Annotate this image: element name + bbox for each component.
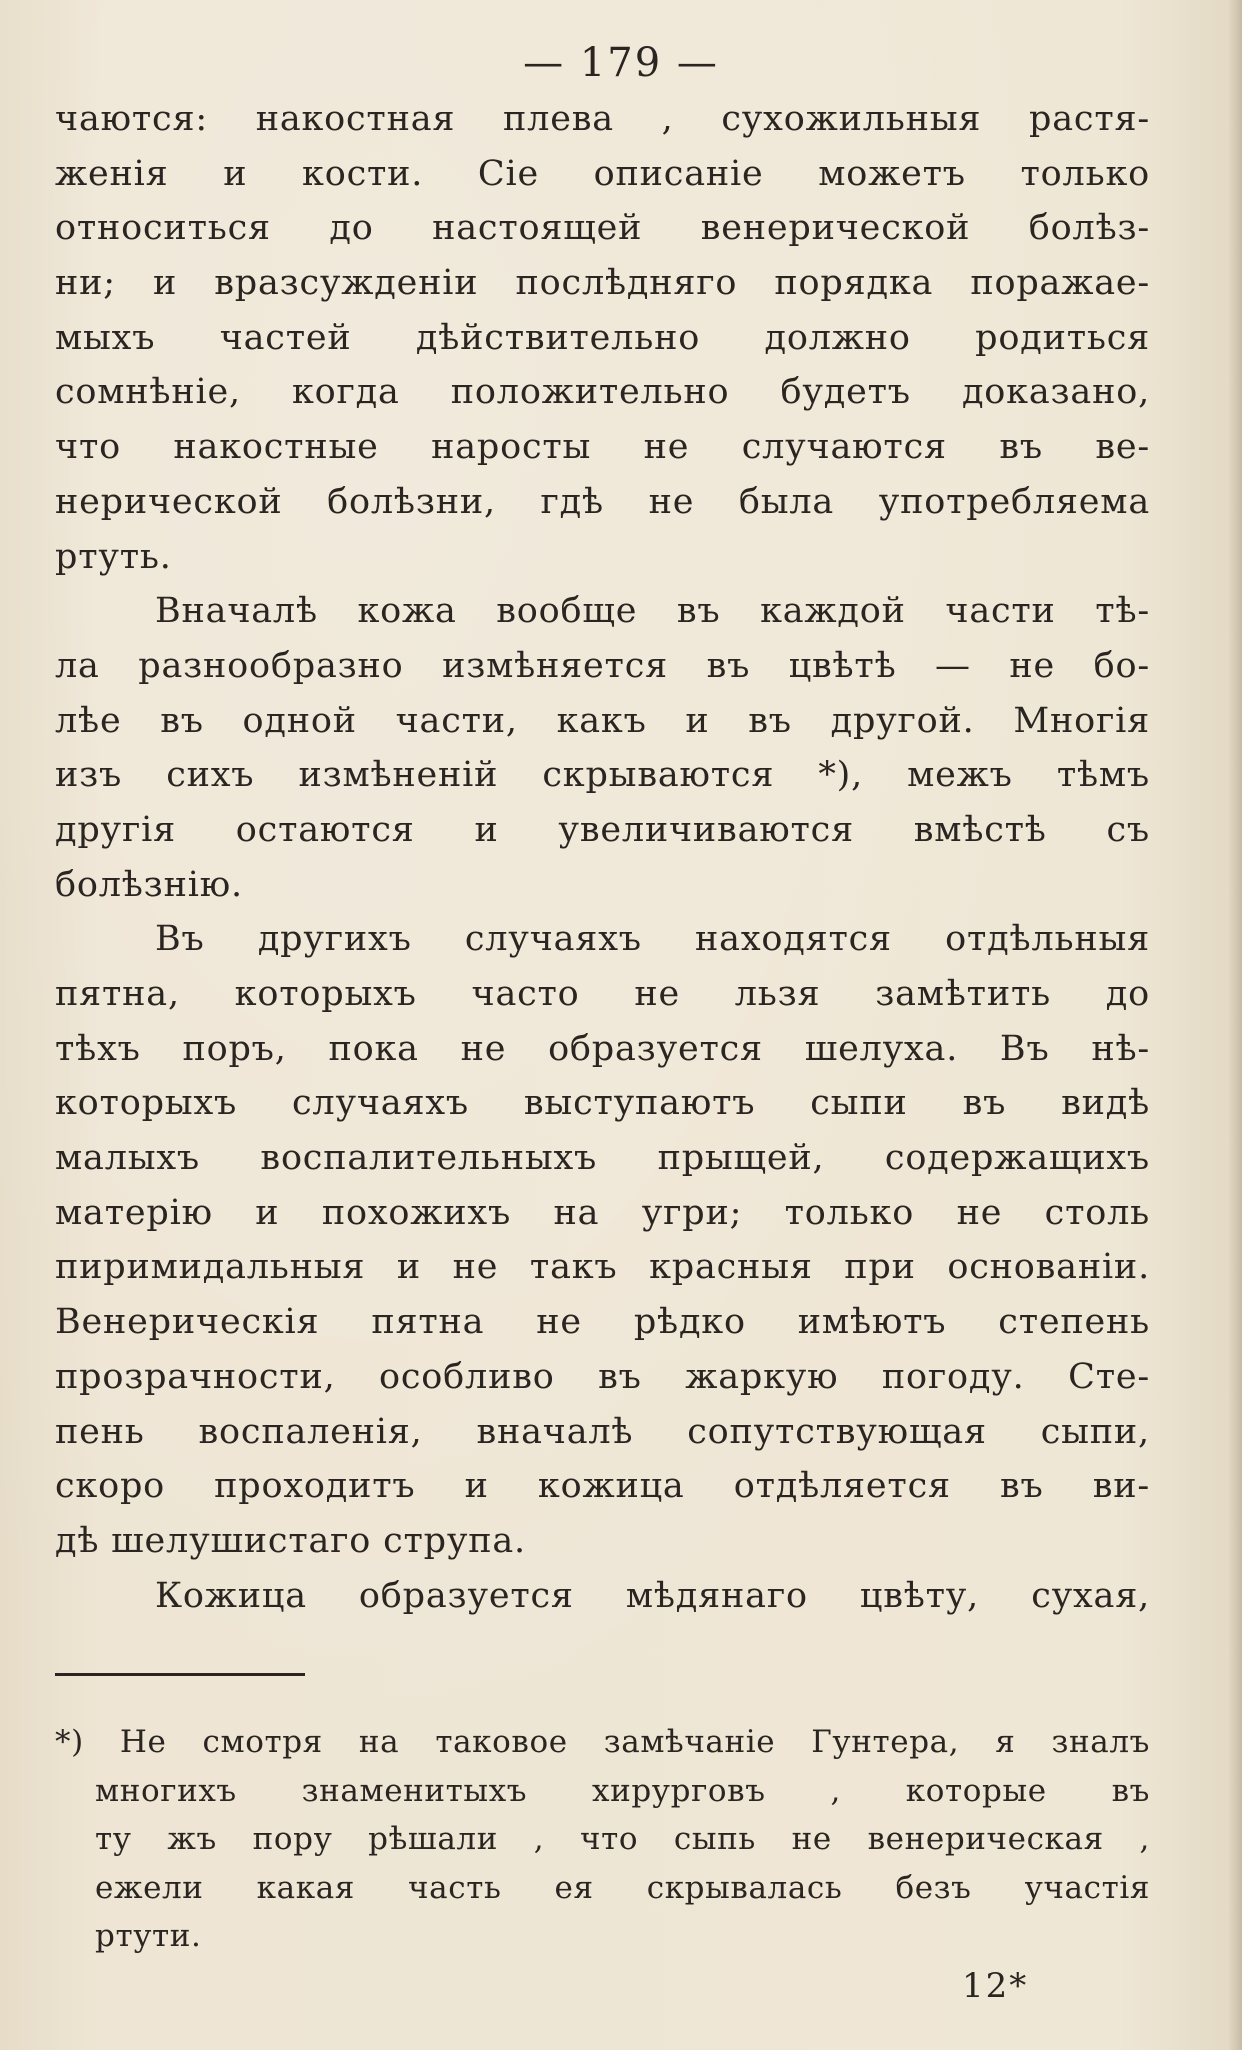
page-number: — 179 — xyxy=(523,40,719,86)
text-line: малыхъ воспалительныхъ прыщей, содержащихъ xyxy=(55,1138,1150,1179)
text-line: чаются: накостная плева , сухожильныя растя- xyxy=(55,99,1150,139)
text-line: относиться до настоящей венерической болѣз- xyxy=(55,208,1150,249)
text-line: Венерическія пятна не рѣдко имѣютъ степень xyxy=(55,1302,1150,1343)
text-line: ртуть. xyxy=(55,536,172,577)
footnote-line: ежели какая часть ея скрывалась безъ участія xyxy=(95,1869,1150,1906)
text-line: матерію и похожихъ на угри; только не столь xyxy=(55,1192,1150,1233)
text-line: изъ сихъ измѣненій скрываются *), межъ тѣмъ xyxy=(55,755,1150,796)
text-line: дѣ шелушистаго струпа. xyxy=(55,1520,526,1561)
text-line: ни; и вразсужденіи послѣдняго порядка поражае- xyxy=(55,263,1150,304)
footnote-line: ту жъ пору рѣшали , что сыпь не венерическая , xyxy=(95,1821,1150,1857)
text-line: которыхъ случаяхъ выступаютъ сыпи въ видѣ xyxy=(55,1083,1150,1124)
text-line: что накостные наросты не случаются въ ве- xyxy=(55,427,1150,468)
text-line: лѣе въ одной части, какъ и въ другой. Многія xyxy=(55,700,1150,741)
footnote-divider xyxy=(55,1673,305,1676)
footnote-line: ртути. xyxy=(95,1918,202,1954)
text-line: другія остаются и увеличиваются вмѣстѣ съ xyxy=(55,809,1150,850)
text-line: Въ другихъ случаяхъ находятся отдѣльныя xyxy=(155,919,1150,960)
text-line: пень воспаленія, вначалѣ сопутствующая сыпи, xyxy=(55,1411,1150,1452)
page-edge-shadow xyxy=(1228,0,1242,2050)
text-line: прозрачности, особливо въ жаркую погоду. Сте- xyxy=(55,1356,1150,1397)
footnote xyxy=(55,1718,1150,1961)
text-line: Кожица образуется мѣдянаго цвѣту, сухая, xyxy=(155,1575,1150,1616)
text-line: пятна, которыхъ часто не льзя замѣтить до xyxy=(55,974,1150,1014)
text-line: скоро проходитъ и кожица отдѣляется въ ви- xyxy=(55,1466,1150,1507)
text-line: тѣхъ поръ, пока не образуется шелуха. Въ нѣ- xyxy=(55,1028,1150,1069)
text-line: болѣзнію. xyxy=(55,864,243,905)
text-line: сомнѣніе, когда положительно будетъ доказано, xyxy=(55,372,1150,413)
text-line: женія и кости. Сіе описаніе можетъ только xyxy=(55,153,1150,194)
main-text xyxy=(55,92,1150,1623)
signature-mark: 12* xyxy=(962,1966,1029,2006)
footnote-line: *) Не смотря на таковое замѣчаніе Гунтера, я зналъ xyxy=(55,1724,1150,1760)
text-line: Вначалѣ кожа вообще въ каждой части тѣ- xyxy=(155,591,1150,632)
footnote-line: многихъ знаменитыхъ хирурговъ , которые въ xyxy=(95,1772,1150,1809)
text-line: мыхъ частей дѣйствительно должно родиться xyxy=(55,317,1150,358)
text-line: ла разнообразно измѣняется въ цвѣтѣ — не бо- xyxy=(55,645,1150,686)
text-line: нерической болѣзни, гдѣ не была употребляема xyxy=(55,481,1150,522)
text-line: пиримидальныя и не такъ красныя при основаніи. xyxy=(55,1247,1150,1288)
